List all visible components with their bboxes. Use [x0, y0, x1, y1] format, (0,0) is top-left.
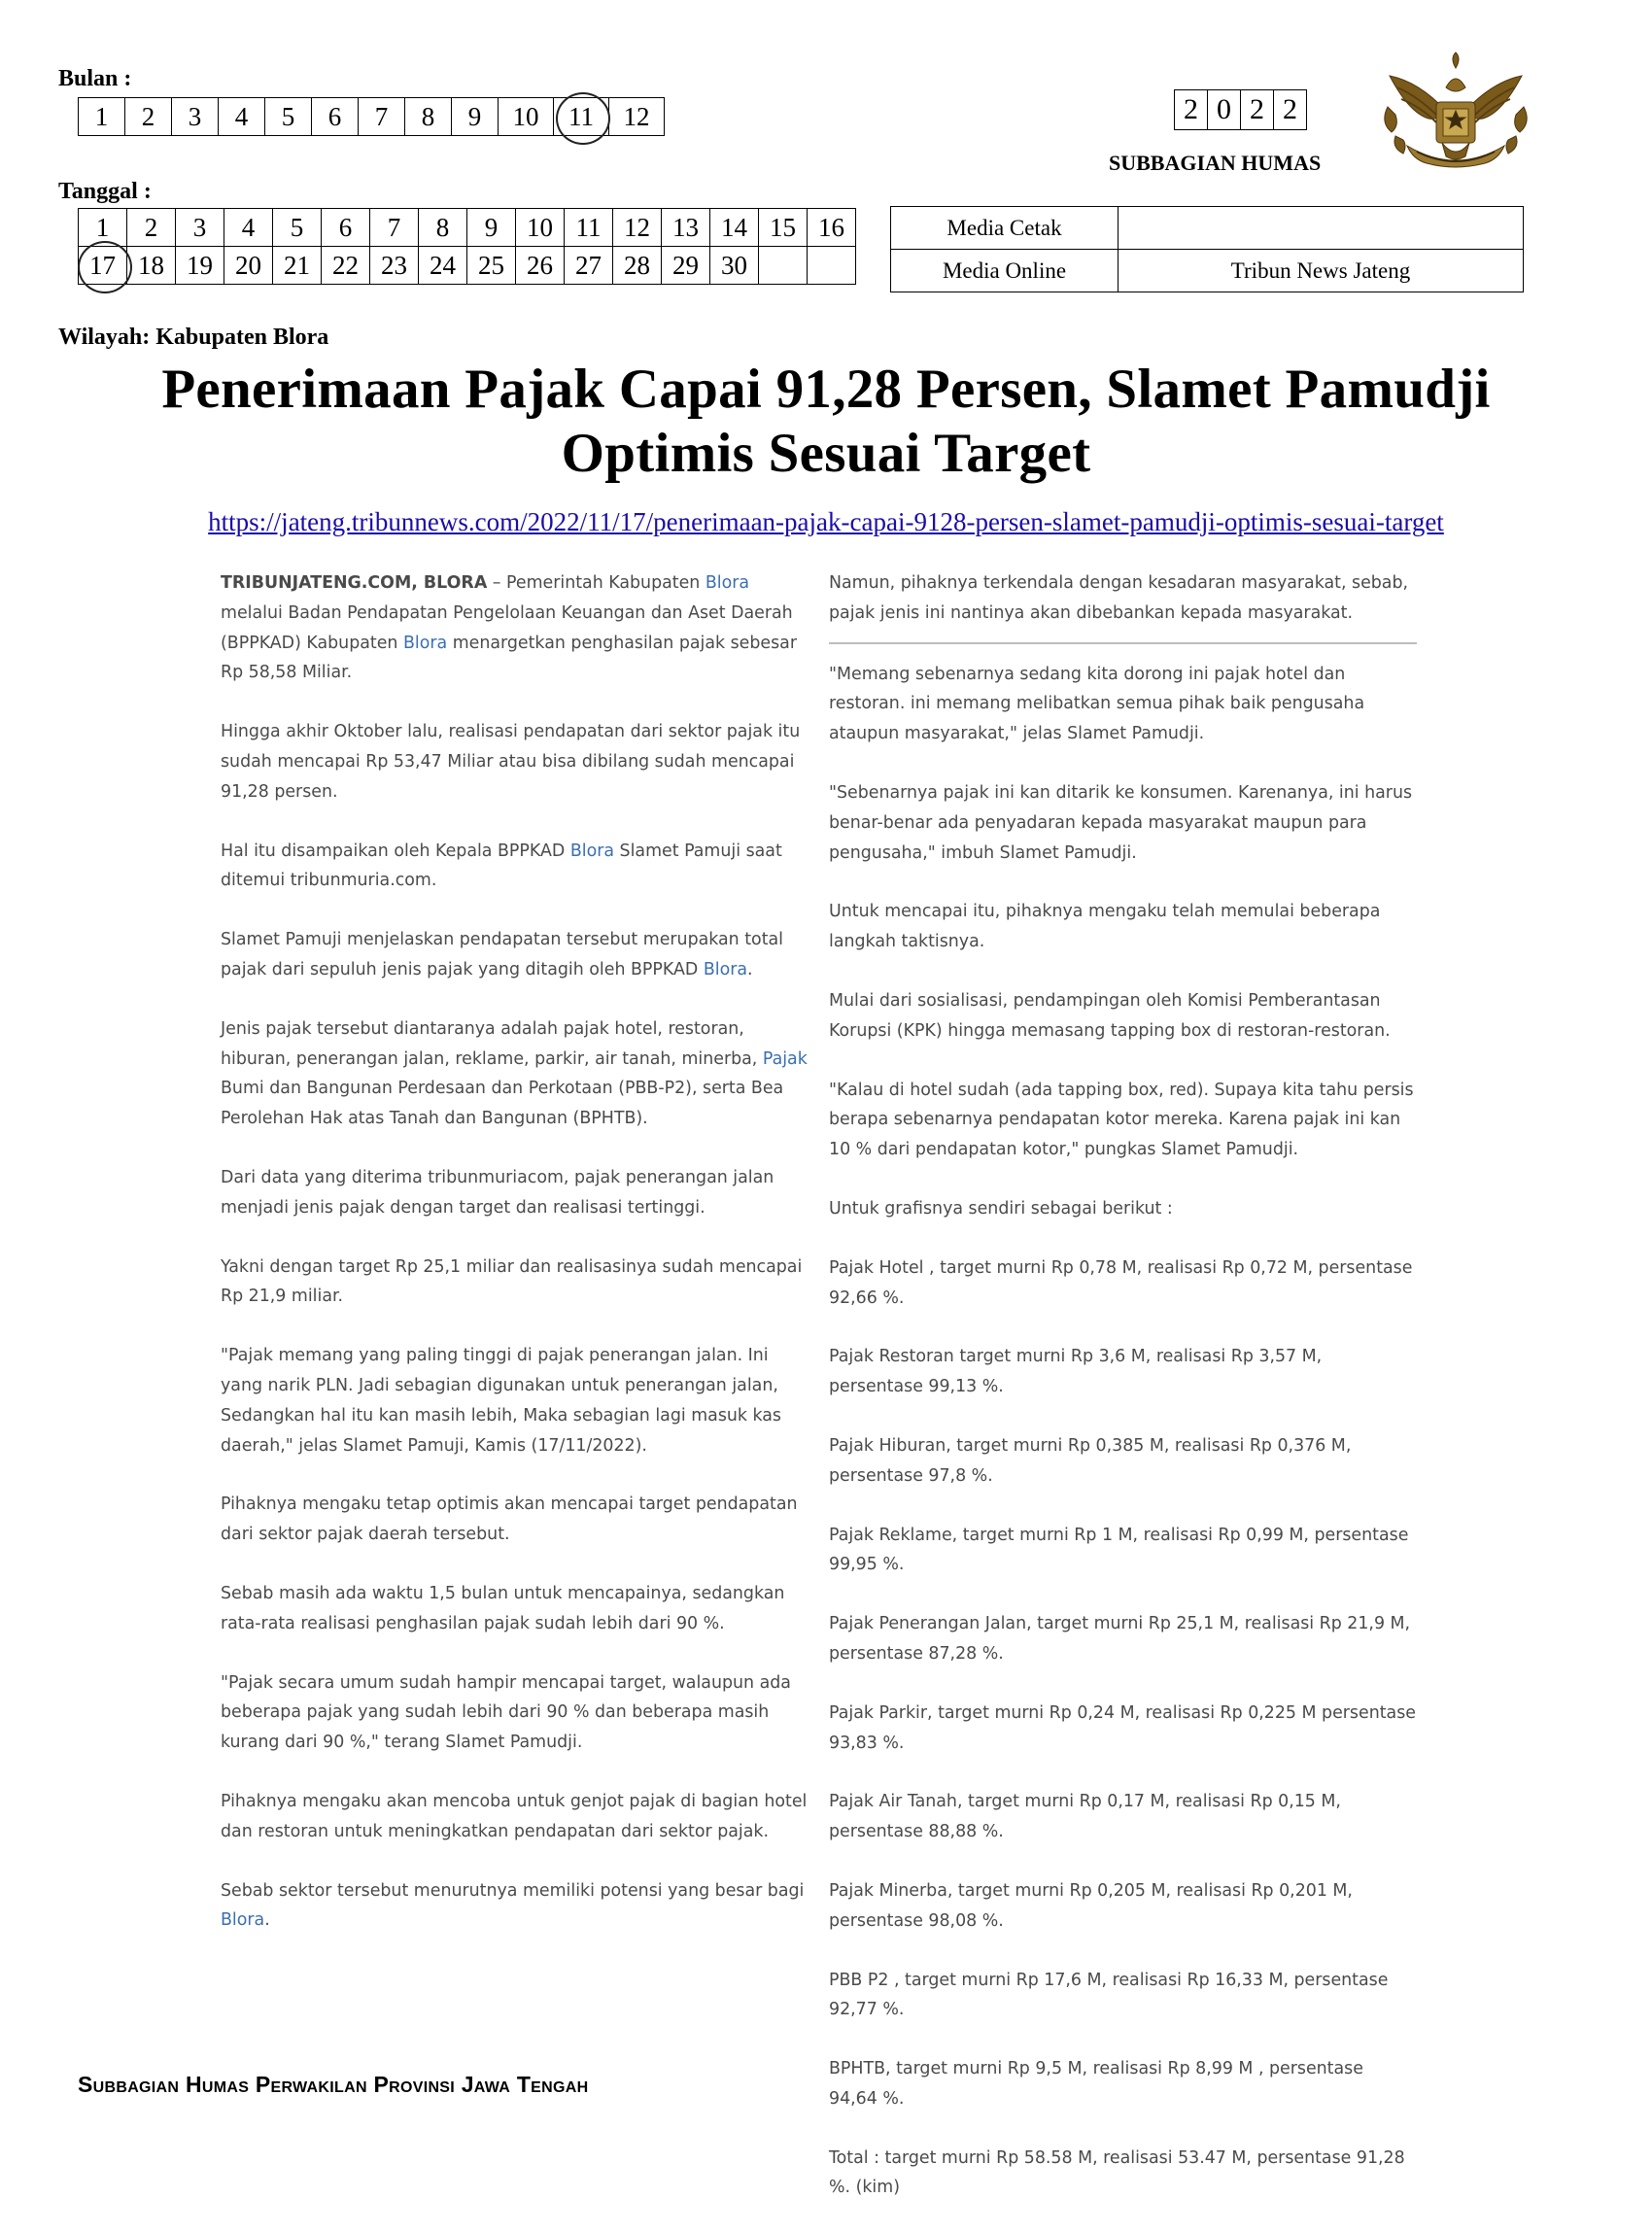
paragraph-text: Hal itu disampaikan oleh Kepala BPPKAD [221, 841, 570, 861]
day-cell [224, 247, 273, 285]
tax-list [829, 1253, 1417, 2204]
paragraph: Pihaknya mengaku tetap optimis akan mencapai target pendapatan dari sektor pajak daerah tersebut. [221, 1494, 798, 1545]
blora-link[interactable]: Blora [402, 633, 448, 653]
paragraph: Sebab masih ada waktu 1,5 bulan untuk mencapainya, sedangkan rata-rata realisasi penghasilan pajak sudah lebih dari 90 %. [221, 1583, 785, 1633]
paragraph: Untuk mencapai itu, pihaknya mengaku telah memulai beberapa langkah taktisnya. [829, 902, 1381, 952]
tax-list-item: Pajak Restoran target murni Rp 3,6 M, realisasi Rp 3,57 M, persentase 99,13 %. [829, 1347, 1323, 1397]
paragraph: Namun, pihaknya terkendala dengan kesadaran masyarakat, sebab, pajak jenis ini nantinya akan dibebankan kepada masyarakat. [829, 573, 1409, 623]
media-cetak-label: Media Cetak [891, 207, 1119, 250]
day-cell-label: 7 [387, 212, 401, 242]
paragraph [221, 1014, 809, 1134]
day-cell [613, 209, 662, 247]
paragraph-text: . [747, 959, 753, 979]
day-cell [322, 209, 370, 247]
headline [0, 358, 1652, 486]
day-cell [322, 247, 370, 285]
day-cell [565, 247, 613, 285]
day-cell-label: 1 [95, 212, 110, 242]
paragraph [221, 837, 809, 897]
tax-list-item: Pajak Penerangan Jalan, target murni Rp 25,1 M, realisasi Rp 21,9 M, persentase 87,28 %. [829, 1614, 1411, 1664]
day-cell [467, 247, 516, 285]
tax-list-item: PBB P2 , target murni Rp 17,6 M, realisasi Rp 16,33 M, persentase 92,77 %. [829, 1970, 1389, 2020]
month-cell-label: 1 [94, 101, 109, 131]
day-cell [79, 247, 127, 285]
paragraph-text: Slamet Pamuji saat ditemui tribunmuria.com. [221, 841, 782, 891]
paragraph: Untuk grafisnya sendiri sebagai berikut : [829, 1198, 1173, 1219]
day-cell [808, 247, 856, 285]
day-cell [662, 247, 710, 285]
month-cell [499, 98, 554, 136]
day-cell [127, 247, 176, 285]
paragraph [221, 925, 809, 985]
pajak-link[interactable]: Pajak [762, 1048, 808, 1069]
day-cell-label: 21 [284, 250, 310, 280]
day-cell-label: 29 [672, 250, 699, 280]
month-cell [609, 98, 665, 136]
day-cell [710, 209, 759, 247]
paragraph: Dari data yang diterima tribunmuriacom, pajak penerangan jalan menjadi jenis pajak dengan target dan realisasi tertinggi. [221, 1167, 774, 1218]
tax-list-item: Pajak Hotel , target murni Rp 0,78 M, realisasi Rp 0,72 M, persentase 92,66 %. [829, 1257, 1413, 1308]
bulan-label: Bulan : [58, 66, 132, 91]
divider [829, 642, 1417, 644]
day-cell-label: 4 [241, 212, 256, 242]
month-cell-label: 2 [141, 101, 155, 131]
tax-list-item: Pajak Hiburan, target murni Rp 0,385 M, realisasi Rp 0,376 M, persentase 97,8 %. [829, 1435, 1352, 1486]
month-cell [405, 98, 452, 136]
paragraph: Hingga akhir Oktober lalu, realisasi pendapatan dari sektor pajak itu sudah mencapai Rp 53,47 Miliar atau bisa dibilang sudah mencapai 91,28 persen. [221, 722, 801, 802]
month-cell-label: 6 [327, 101, 342, 131]
day-cell-label: 10 [527, 212, 553, 242]
year-digit: 2 [1175, 90, 1208, 130]
day-cell [176, 247, 224, 285]
month-cell [79, 98, 125, 136]
source-tag: TRIBUNJATENG.COM, BLORA [221, 573, 488, 593]
blora-link[interactable]: Blora [221, 1910, 265, 1931]
article-url-link[interactable]: https://jateng.tribunnews.com/2022/11/17/penerimaan-pajak-capai-9128-persen-slamet-pamudji-optimis-sesuai-target [208, 507, 1444, 536]
year-digit: 2 [1241, 90, 1274, 130]
media-table [890, 206, 1524, 292]
day-cell [273, 247, 322, 285]
day-cell-label: 30 [721, 250, 747, 280]
tax-list-item: Pajak Air Tanah, target murni Rp 0,17 M, realisasi Rp 0,15 M, persentase 88,88 %. [829, 1792, 1341, 1842]
day-cell-label: 6 [338, 212, 353, 242]
day-cell [516, 209, 565, 247]
day-cell [662, 209, 710, 247]
day-cell [565, 209, 613, 247]
month-cell [452, 98, 499, 136]
day-cell-label: 5 [290, 212, 304, 242]
day-cell-label: 24 [430, 250, 456, 280]
day-cell-label: 11 [575, 212, 602, 242]
unit-label: SUBBAGIAN HUMAS [1109, 151, 1322, 175]
day-cell [759, 247, 808, 285]
day-cell-label: 14 [721, 212, 747, 242]
day-cell-label: 18 [138, 250, 164, 280]
headline-line1: Penerimaan Pajak Capai 91,28 Persen, Slamet Pamudji [161, 359, 1491, 420]
paragraph-text: . [264, 1910, 270, 1931]
day-cell [273, 209, 322, 247]
day-cell-label: 26 [527, 250, 553, 280]
paragraph: "Pajak secara umum sudah hampir mencapai target, walaupun ada beberapa pajak yang sudah lebih dari 90 % dan beberapa masih kurang dari 90 %," terang Slamet Pamudji. [221, 1672, 791, 1753]
paragraph-text: – Pemerintah Kabupaten [487, 573, 706, 593]
day-cell [613, 247, 662, 285]
day-cell-label: 12 [624, 212, 650, 242]
paragraph-text: Slamet Pamuji menjelaskan pendapatan tersebut merupakan total pajak dari sepuluh jenis pajak yang ditagih oleh BPPKAD [221, 930, 784, 979]
day-cell-label: 23 [381, 250, 407, 280]
day-cell-label: 15 [770, 212, 796, 242]
day-cell [370, 209, 419, 247]
month-cell [265, 98, 312, 136]
media-online-label: Media Online [891, 250, 1119, 292]
media-online-value: Tribun News Jateng [1119, 250, 1524, 292]
paragraph: "Memang sebenarnya sedang kita dorong ini pajak hotel dan restoran. ini memang melibatkan semua pihak baik pengusaha ataupun masyarakat," jelas Slamet Pamudji. [829, 664, 1365, 744]
month-grid [78, 97, 665, 136]
media-cetak-value [1119, 207, 1524, 250]
day-cell [176, 209, 224, 247]
tax-list-item: BPHTB, target murni Rp 9,5 M, realisasi Rp 8,99 M , persentase 94,64 %. [829, 2059, 1363, 2109]
month-cell [219, 98, 265, 136]
day-cell [419, 209, 467, 247]
day-cell [127, 209, 176, 247]
headline-line2: Optimis Sesuai Target [561, 423, 1091, 484]
paragraph [221, 568, 809, 688]
paragraph-text: Sebab sektor tersebut menurutnya memiliki potensi yang besar bagi [221, 1880, 805, 1901]
month-cell-label: 8 [421, 101, 435, 131]
paragraph-text: Bumi dan Bangunan Perdesaan dan Perkotaan (PBB-P2), serta Bea Perolehan Hak atas Tanah dan Bangunan (BPHTB). [221, 1079, 784, 1129]
paragraph: Mulai dari sosialisasi, pendampingan oleh Komisi Pemberantasan Korupsi (KPK) hingga memasang tapping box di restoran-restoran. [829, 990, 1391, 1041]
month-cell-label: 5 [281, 101, 295, 131]
paragraph: "Sebenarnya pajak ini kan ditarik ke konsumen. Karenanya, ini harus benar-benar ada penyadaran kepada masyarakat maupun para pengusaha," imbuh Slamet Pamudji. [829, 782, 1413, 863]
month-cell [125, 98, 172, 136]
month-cell-label: 10 [512, 101, 539, 131]
month-cell-label: 9 [467, 101, 482, 131]
month-cell-label: 11 [568, 101, 594, 131]
paragraph: Pihaknya mengaku akan mencoba untuk genjot pajak di bagian hotel dan restoran untuk meningkatkan pendapatan dari sektor pajak. [221, 1791, 808, 1841]
day-cell-label: 2 [144, 212, 158, 242]
year-digit: 2 [1274, 90, 1307, 130]
day-grid [78, 208, 856, 285]
day-cell [516, 247, 565, 285]
day-cell [419, 247, 467, 285]
day-cell [710, 247, 759, 285]
day-cell-label: 13 [672, 212, 699, 242]
tax-list-item: Pajak Minerba, target murni Rp 0,205 M, realisasi Rp 0,201 M, persentase 98,08 %. [829, 1880, 1353, 1931]
month-cell [172, 98, 219, 136]
article-right-column [829, 568, 1417, 2232]
day-cell-label: 28 [624, 250, 650, 280]
tax-list-item: Pajak Parkir, target murni Rp 0,24 M, realisasi Rp 0,225 M persentase 93,83 %. [829, 1702, 1416, 1753]
paragraph-text: menargetkan penghasilan pajak sebesar Rp 58,58 Miliar. [221, 633, 797, 683]
blora-link[interactable]: Blora [703, 959, 748, 979]
tax-list-item: Pajak Reklame, target murni Rp 1 M, realisasi Rp 0,99 M, persentase 99,95 %. [829, 1525, 1409, 1575]
footer-text: Subbagian Humas Perwakilan Provinsi Jawa Tengah [78, 2072, 589, 2097]
blora-link[interactable]: Blora [705, 573, 750, 593]
paragraph-text: melalui Badan Pendapatan Pengelolaan Keuangan dan Aset Daerah (BPPKAD) Kabupaten [221, 602, 793, 653]
day-cell-label: 25 [478, 250, 504, 280]
paragraph-text: Jenis pajak tersebut diantaranya adalah pajak hotel, restoran, hiburan, penerangan jalan, reklame, parkir, air tanah, minerba, [221, 1018, 763, 1069]
day-cell-label: 17 [89, 250, 116, 280]
tanggal-label: Tanggal : [58, 179, 152, 204]
paragraph: "Pajak memang yang paling tinggi di pajak penerangan jalan. Ini yang narik PLN. Jadi sebagian digunakan untuk penerangan jalan, Sedangkan hal itu kan masih lebih, Maka sebagian lagi masuk kas daerah," jelas Slamet Pamuji, Kamis (17/11/2022). [221, 1346, 781, 1456]
month-cell-label: 12 [623, 101, 650, 131]
month-cell [312, 98, 359, 136]
day-cell-label: 27 [575, 250, 602, 280]
month-cell-label: 4 [234, 101, 249, 131]
day-cell-label: 3 [192, 212, 207, 242]
day-cell-label: 8 [435, 212, 450, 242]
paragraph [221, 1876, 809, 1937]
day-cell-label: 19 [187, 250, 213, 280]
month-cell [554, 98, 609, 136]
year-digit: 0 [1208, 90, 1241, 130]
paragraph: Yakni dengan target Rp 25,1 miliar dan realisasinya sudah mencapai Rp 21,9 miliar. [221, 1256, 803, 1307]
tax-list-item: Total : target murni Rp 58.58 M, realisasi 53.47 M, persentase 91,28 %. (kim) [829, 2147, 1405, 2198]
day-cell-label: 16 [818, 212, 844, 242]
article-left-column [221, 568, 809, 1965]
month-cell [359, 98, 405, 136]
day-cell [808, 209, 856, 247]
day-cell-label: 22 [332, 250, 359, 280]
blora-link[interactable]: Blora [569, 841, 615, 861]
day-cell [224, 209, 273, 247]
month-cell-label: 3 [188, 101, 202, 131]
day-cell-label: 20 [235, 250, 261, 280]
day-cell [467, 209, 516, 247]
day-cell [759, 209, 808, 247]
paragraph: "Kalau di hotel sudah (ada tapping box, red). Supaya kita tahu persis berapa sebenarnya pendapatan kotor mereka. Karena pajak ini kan 10 % dari pendapatan kotor," pungkas Slamet Pamudji. [829, 1080, 1414, 1160]
wilayah-label: Wilayah: Kabupaten Blora [58, 325, 329, 350]
day-cell [79, 209, 127, 247]
day-cell-label: 9 [484, 212, 499, 242]
garuda-emblem-icon [1378, 49, 1533, 180]
year-box [1174, 89, 1307, 130]
day-cell [370, 247, 419, 285]
month-cell-label: 7 [374, 101, 389, 131]
